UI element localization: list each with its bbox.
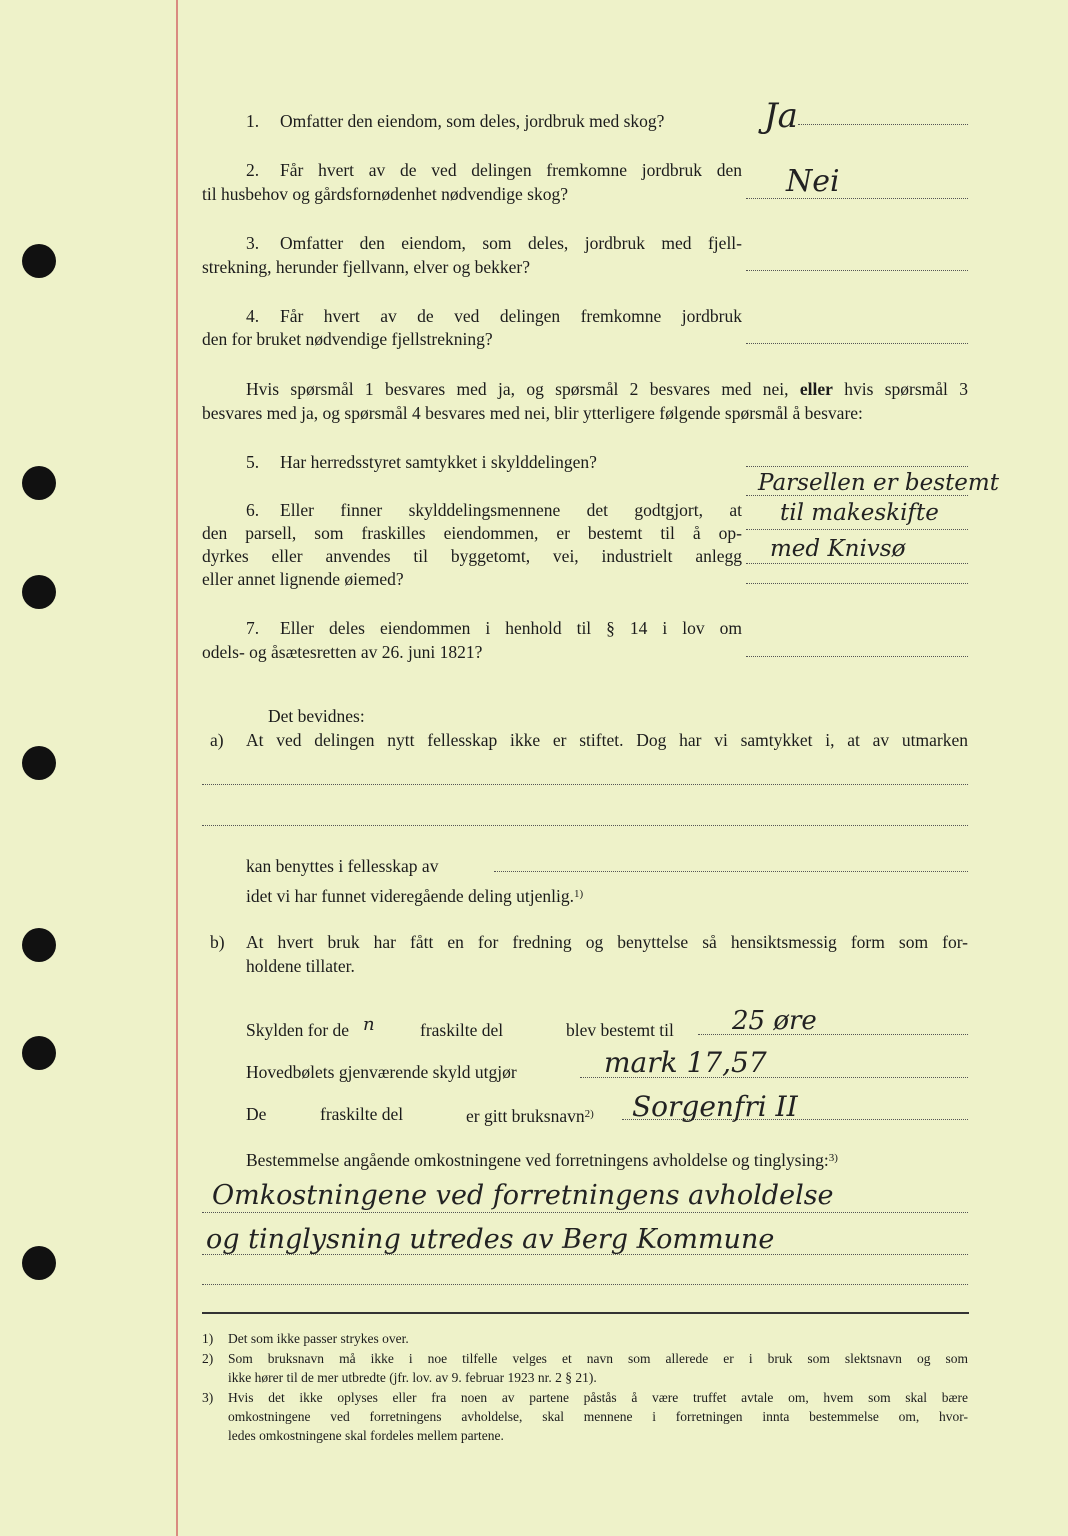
question-4-number: 4.: [246, 306, 260, 326]
bruksnavn-label-text: er gitt bruksnavn: [466, 1106, 585, 1126]
declaration-a-label: a): [210, 730, 224, 750]
bestemmelse-label-text: Bestemmelse angående omkostningene ved forretningens avholdelse og tinglysing:: [246, 1150, 829, 1170]
footnote-ref-3: 3): [828, 1152, 838, 1164]
answer-line: [746, 583, 968, 584]
fill-line: [202, 1254, 968, 1255]
footnote-1-line1: Det som ikke passer strykes over.: [228, 1331, 409, 1346]
punch-hole: [22, 1036, 56, 1070]
question-6-answer-line1: Parsellen er bestemt: [758, 470, 999, 496]
answer-line: [746, 529, 968, 530]
skyld-value: 25 øre: [732, 1006, 817, 1036]
question-1-number: 1.: [246, 111, 260, 131]
footnote-2-line2: ikke hører til de mer utbredte (jfr. lov. av 9. februar 1923 nr. 2 § 21).: [228, 1370, 597, 1385]
question-4-line2: den for bruket nødvendige fjellstrekning?: [202, 329, 493, 349]
question-1-text: Omfatter den eiendom, som deles, jordbruk med skog?: [280, 111, 665, 131]
answer-line: [746, 343, 968, 344]
condition-line1-bold: eller: [799, 379, 833, 399]
question-6-line2: den parsell, som fraskilles eiendommen, er bestemt til å op-: [202, 523, 742, 543]
bestemmelse-line1: Omkostningene ved forretningens avholdelse: [212, 1180, 834, 1211]
question-6-answer-line3: med Knivsø: [770, 536, 906, 562]
margin-line: [176, 0, 178, 1536]
question-2-number: 2.: [246, 160, 260, 180]
question-7-line2: odels- og åsætesretten av 26. juni 1821?: [202, 642, 483, 662]
footnote-3-line3: ledes omkostningene skal fordeles mellem partene.: [228, 1428, 504, 1443]
punch-hole: [22, 244, 56, 278]
declaration-heading: Det bevidnes:: [268, 706, 365, 726]
footnote-ref-2: 2): [584, 1108, 594, 1120]
fill-line: [202, 1284, 968, 1285]
declaration-a-line4-text: idet vi har funnet videregående deling utjenlig.: [246, 886, 575, 906]
punch-hole: [22, 1246, 56, 1280]
declaration-b-line1: At hvert bruk har fått en for fredning og benyttelse så hensiktsmessig form som for-: [246, 932, 968, 952]
question-6-line4: eller annet lignende øiemed?: [202, 569, 404, 589]
question-3-line2: strekning, herunder fjellvann, elver og bekker?: [202, 257, 530, 277]
question-5-text: Har herredsstyret samtykket i skylddelingen?: [280, 452, 597, 472]
fraskilte-label: fraskilte del: [320, 1104, 404, 1124]
skyld-label-2: fraskilte del: [420, 1020, 504, 1040]
bestemmelse-line2: og tinglysning utredes av Berg Kommune: [206, 1224, 775, 1255]
skyld-handwritten-suffix: n: [363, 1014, 375, 1035]
answer-line: [746, 656, 968, 657]
answer-line: [746, 563, 968, 564]
question-3-number: 3.: [246, 233, 260, 253]
footnote-1-mark: 1): [202, 1331, 214, 1346]
footnote-ref-1: 1): [574, 888, 584, 900]
declaration-b-label: b): [210, 932, 225, 952]
hoved-value: mark 17,57: [604, 1046, 767, 1079]
declaration-a-line4: [246, 882, 583, 908]
footnote-3-line2: omkostningene ved forretningens avholdelse, skal mennene i forretningen innta bestemmelse om, hvor-: [228, 1409, 968, 1424]
condition-line2: besvares med ja, og spørsmål 4 besvares med nei, blir ytterligere følgende spørsmål å besvare:: [202, 403, 863, 423]
skyld-label-3: blev bestemt til: [566, 1020, 674, 1040]
question-3-line1: Omfatter den eiendom, som deles, jordbruk med fjell-: [280, 233, 742, 253]
question-7-line1: Eller deles eiendommen i henhold til § 14 i lov om: [280, 618, 742, 638]
answer-line: [746, 466, 968, 467]
de-label: De: [246, 1104, 267, 1124]
fill-line: [494, 871, 968, 872]
bruksnavn-value: Sorgenfri II: [632, 1090, 798, 1123]
punch-hole: [22, 928, 56, 962]
fill-line: [202, 1212, 968, 1213]
question-4-line1: Får hvert av de ved delingen fremkomne jordbruk: [280, 306, 742, 326]
question-2-line1: Får hvert av de ved delingen fremkomne jordbruk den: [280, 160, 742, 180]
declaration-a-text: At ved delingen nytt fellesskap ikke er stiftet. Dog har vi samtykket i, at av utmarken: [246, 730, 968, 750]
fill-line: [202, 784, 968, 785]
declaration-a-line3: kan benyttes i fellesskap av: [246, 856, 439, 876]
footnote-divider: [202, 1312, 969, 1314]
punch-hole: [22, 466, 56, 500]
declaration-b-line2: holdene tillater.: [246, 956, 355, 976]
question-6-answer-line2: til makeskifte: [780, 500, 939, 526]
condition-line1-b: hvis spørsmål 3: [844, 379, 968, 399]
answer-line: [798, 124, 968, 125]
question-2-answer: Nei: [786, 164, 840, 199]
question-7-number: 7.: [246, 618, 260, 638]
skyld-label-1: Skylden for de: [246, 1020, 350, 1040]
question-5-number: 5.: [246, 452, 260, 472]
footnote-3-line1: Hvis det ikke oplyses eller fra noen av partene påstås å være truffet avtale om, hvem som skal bære: [228, 1390, 968, 1405]
answer-line: [746, 198, 968, 199]
footnote-3-mark: 3): [202, 1390, 214, 1405]
punch-hole: [22, 575, 56, 609]
bruksnavn-label: [466, 1102, 594, 1128]
hoved-label: Hovedbølets gjenværende skyld utgjør: [246, 1062, 517, 1082]
footnote-2-line1: Som bruksnavn må ikke i noe tilfelle velges et navn som allerede er i bruk som slektsnavn og som: [228, 1351, 968, 1366]
punch-hole: [22, 746, 56, 780]
answer-line: [746, 495, 968, 496]
footnote-2-mark: 2): [202, 1351, 214, 1366]
question-6-line1: Eller finner skylddelingsmennene det godtgjort, at: [280, 500, 742, 520]
question-1-answer: Ja: [764, 96, 798, 136]
condition-line1: [246, 377, 968, 401]
condition-line1-a: Hvis spørsmål 1 besvares med ja, og spørsmål 2 besvares med nei,: [246, 379, 789, 399]
answer-line: [746, 270, 968, 271]
fill-line: [202, 825, 968, 826]
question-6-number: 6.: [246, 500, 260, 520]
bestemmelse-label: [246, 1146, 838, 1172]
question-2-line2: til husbehov og gårdsfornødenhet nødvendige skog?: [202, 184, 568, 204]
question-6-line3: dyrkes eller anvendes til byggetomt, vei, industrielt anlegg: [202, 546, 742, 566]
